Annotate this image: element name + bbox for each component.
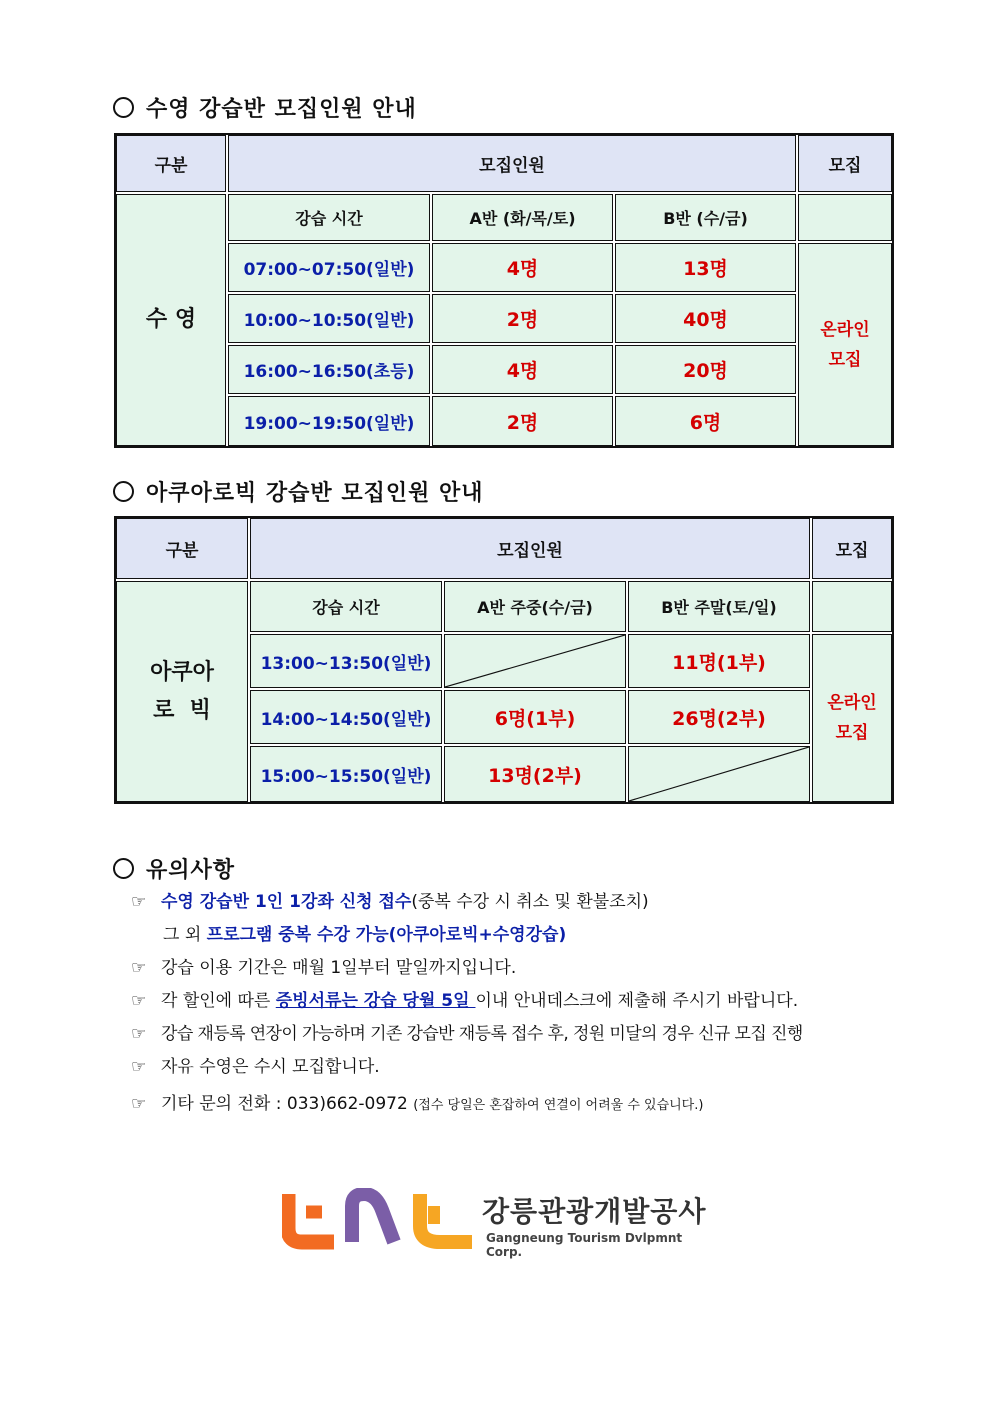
aqua-header-capacity: 모집인원	[250, 518, 810, 579]
note-item: ☞ 강습 재등록 연장이 가능하며 기존 강습반 재등록 접수 후, 정원 미달의 경우 신규 모집 진행	[131, 1018, 803, 1051]
swim-row-time: 19:00~19:50(일반)	[228, 396, 430, 446]
swim-recruit-online: 온라인 모집	[798, 243, 892, 446]
aqua-category-label: 아쿠아 로 빅	[116, 581, 248, 802]
circle-bullet-icon	[113, 858, 134, 879]
swim-row-a: 4명	[432, 345, 613, 394]
pointing-hand-icon: ☞	[131, 1024, 146, 1044]
note-item: ☞ 강습 이용 기간은 매월 1일부터 말일까지입니다.	[131, 952, 803, 985]
swim-header-category: 구분	[116, 135, 226, 192]
note-item: ☞ 기타 문의 전화 : 033)662-0972 (접수 당일은 혼잡하여 연결이 어려울 수 있습니다.)	[131, 1088, 803, 1121]
aqua-row-time: 14:00~14:50(일반)	[250, 690, 442, 744]
circle-bullet-icon	[113, 481, 134, 502]
pointing-hand-icon: ☞	[131, 1094, 147, 1114]
aqua-row-time: 15:00~15:50(일반)	[250, 746, 442, 802]
pointing-hand-icon: ☞	[131, 892, 147, 912]
aqua-subheader-time: 강습 시간	[250, 581, 442, 632]
swim-row-b: 13명	[615, 243, 796, 292]
swim-row-b: 6명	[615, 396, 796, 446]
swim-row-time: 10:00~10:50(일반)	[228, 294, 430, 343]
diagonal-slash-icon	[445, 635, 625, 687]
swim-row-b: 20명	[615, 345, 796, 394]
swim-row-a: 4명	[432, 243, 613, 292]
note-item: ☞ 자유 수영은 수시 모집합니다.	[131, 1051, 803, 1084]
aqua-header-category: 구분	[116, 518, 248, 579]
aqua-row-a: 13명(2부)	[444, 746, 626, 802]
aqua-header-recruit: 모집	[812, 518, 892, 579]
pointing-hand-icon: ☞	[131, 991, 147, 1011]
swim-subheader-b: B반 (수/금)	[615, 194, 796, 241]
swim-row-time: 16:00~16:50(초등)	[228, 345, 430, 394]
swim-category-label: 수 영	[116, 194, 226, 446]
aqua-row-b: 26명(2부)	[628, 690, 810, 744]
swim-row-a: 2명	[432, 294, 613, 343]
aqua-row-b: 11명(1부)	[628, 634, 810, 688]
notes-list	[131, 886, 803, 1121]
swim-row-b: 40명	[615, 294, 796, 343]
swim-subheader-time: 강습 시간	[228, 194, 430, 241]
logo-mark-icon	[282, 1188, 477, 1254]
company-name-korean: 강릉관광개발공사	[482, 1195, 707, 1228]
diagonal-slash-icon	[629, 747, 809, 801]
swim-header-capacity: 모집인원	[228, 135, 796, 192]
company-name-english: Gangneung Tourism Dvlpmnt Corp.	[486, 1231, 683, 1259]
aqua-table	[114, 516, 894, 804]
circle-bullet-icon	[113, 97, 134, 118]
swim-subheader-recruit-empty	[798, 194, 892, 241]
pointing-hand-icon: ☞	[131, 958, 147, 978]
aqua-row-time: 13:00~13:50(일반)	[250, 634, 442, 688]
aqua-subheader-a: A반 주중(수/금)	[444, 581, 626, 632]
swim-row-a: 2명	[432, 396, 613, 446]
aqua-row-a: 6명(1부)	[444, 690, 626, 744]
aqua-row-a-empty-diagonal	[444, 634, 626, 688]
note-item-continued: 그 외 프로그램 중복 수강 가능(아쿠아로빅+수영강습)	[163, 925, 567, 945]
company-logo	[282, 1188, 712, 1258]
aqua-recruit-online: 온라인 모집	[812, 634, 892, 802]
aqua-row-b-empty-diagonal	[628, 746, 810, 802]
swim-table	[114, 133, 894, 448]
notes-section-heading: 유의사항	[113, 853, 235, 884]
swim-header-recruit: 모집	[798, 135, 892, 192]
pointing-hand-icon: ☞	[131, 1057, 147, 1077]
swim-section-heading: 수영 강습반 모집인원 안내	[113, 92, 417, 123]
aqua-subheader-b: B반 주말(토/일)	[628, 581, 810, 632]
note-item: ☞ 수영 강습반 1인 1강좌 신청 접수(중복 수강 시 취소 및 환불조치)	[131, 886, 803, 919]
aqua-subheader-recruit-empty	[812, 581, 892, 632]
note-item: ☞ 각 할인에 따른 증빙서류는 강습 당월 5일 이내 안내데스크에 제출해 주시기 바랍니다.	[131, 985, 803, 1018]
swim-subheader-a: A반 (화/목/토)	[432, 194, 613, 241]
swim-row-time: 07:00~07:50(일반)	[228, 243, 430, 292]
aqua-section-heading: 아쿠아로빅 강습반 모집인원 안내	[113, 476, 484, 507]
